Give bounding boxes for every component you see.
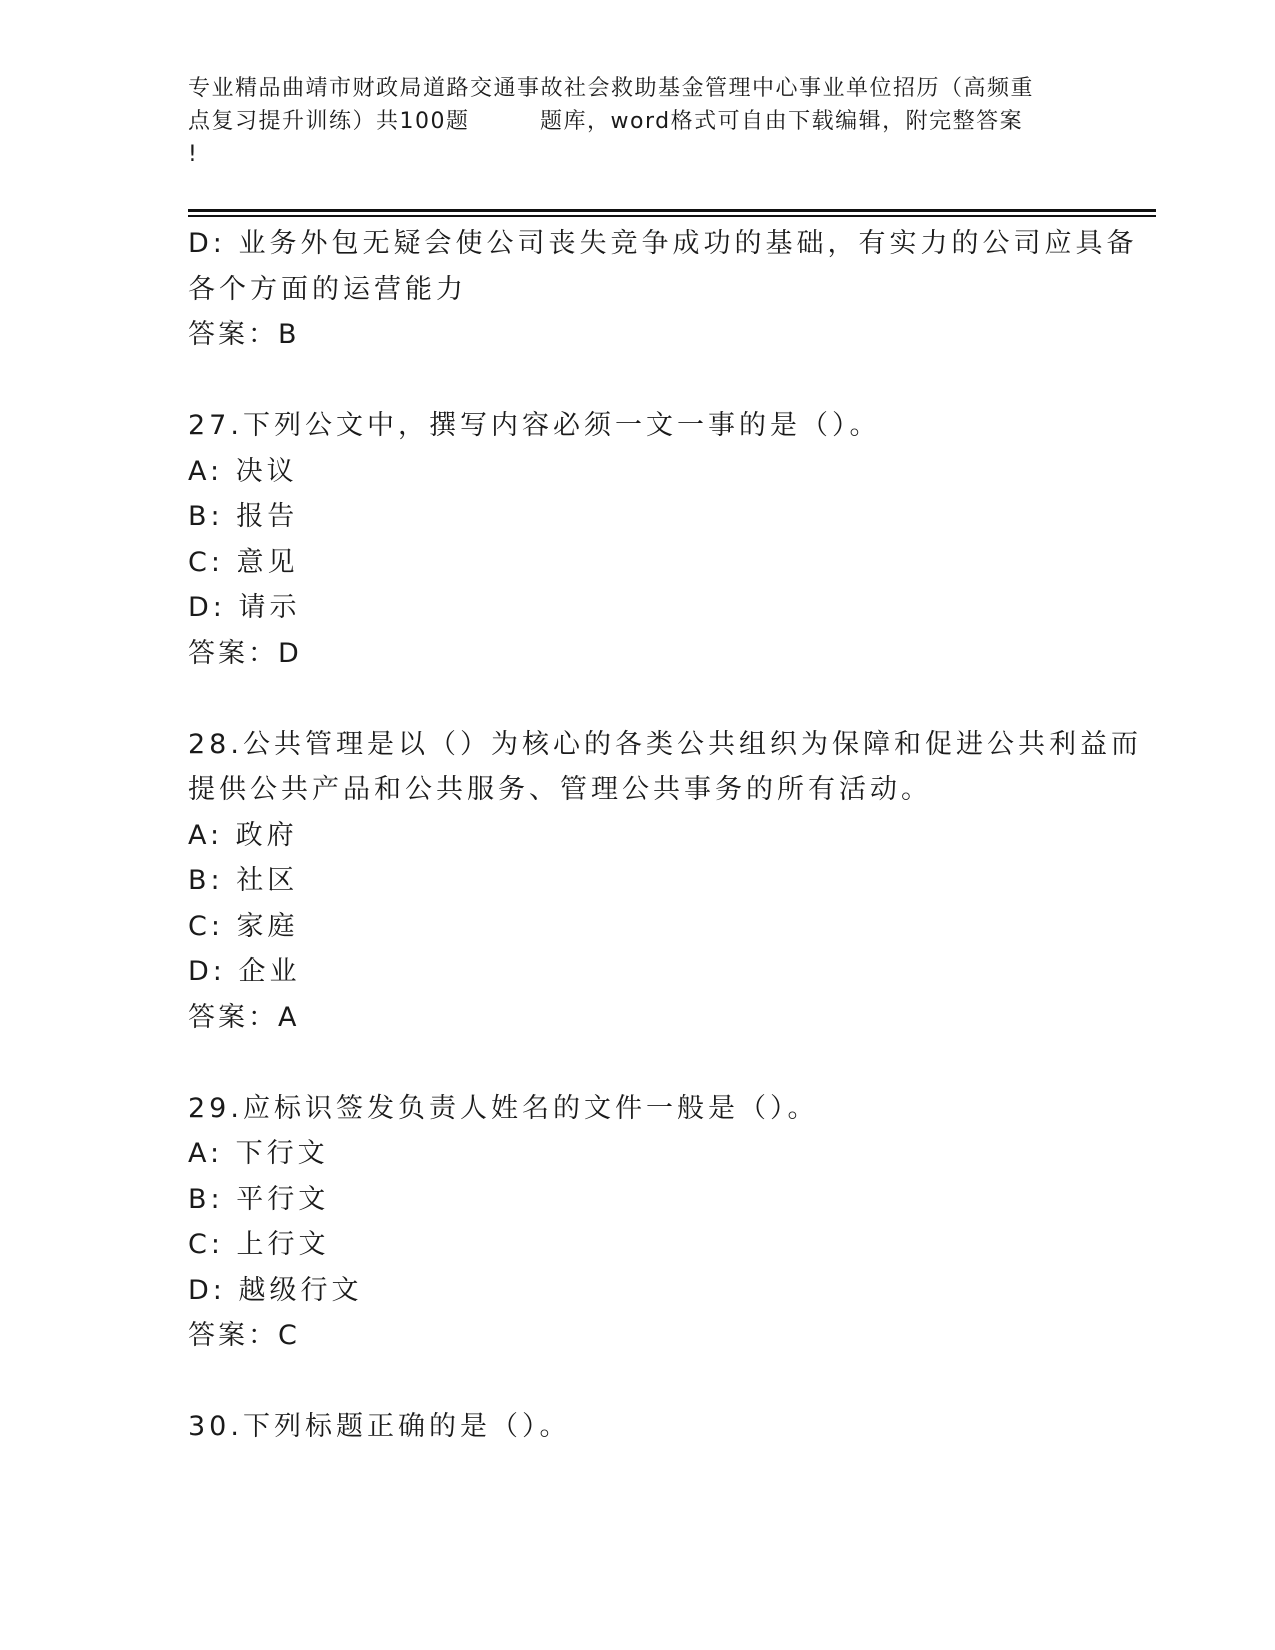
question-29-option-d: D: 越级行文 (188, 1274, 363, 1306)
header-title-line-1: 专业精品曲靖市财政局道路交通事故社会救助基金管理中心事业单位招历（高频重 (188, 76, 1035, 101)
question-29-stem: 29.应标识签发负责人姓名的文件一般是（）。 (188, 1092, 819, 1124)
header-divider-thick (188, 209, 1156, 212)
prev-option-d-line-1: D: 业务外包无疑会使公司丧失竞争成功的基础，有实力的公司应具备 (188, 228, 1138, 259)
question-27-option-b: B: 报告 (188, 501, 299, 532)
question-27-option-a: A: 决议 (188, 455, 298, 487)
header-title-line-3: ! (188, 142, 199, 167)
question-28-option-d: D: 企业 (188, 956, 301, 987)
question-29-answer: 答案：C (188, 1320, 300, 1351)
question-gap (188, 358, 1088, 404)
question-29-option-b: B: 平行文 (188, 1183, 330, 1215)
header-title-line-2: 点复习提升训练）共100题 题库，word格式可自由下载编辑，附完整答案 (188, 109, 1024, 134)
question-gap (188, 1359, 1088, 1405)
question-28-stem-line-2: 提供公共产品和公共服务、管理公共事务的所有活动。 (188, 774, 932, 805)
question-content (188, 221, 1142, 1450)
question-28-option-a: A: 政府 (188, 819, 298, 851)
question-28-stem-line-1: 28.公共管理是以（）为核心的各类公共组织为保障和促进公共利益而 (188, 728, 1142, 760)
question-28-option-c: C: 家庭 (188, 910, 299, 942)
question-gap (188, 1040, 1088, 1086)
prev-option-d-line-2: 各个方面的运营能力 (188, 273, 467, 305)
question-gap (188, 676, 1088, 722)
question-28-answer: 答案：A (188, 1001, 300, 1033)
prev-answer: 答案：B (188, 319, 300, 350)
question-27-option-d: D: 请示 (188, 592, 301, 623)
question-27-answer: 答案：D (188, 637, 302, 669)
question-29-option-c: C: 上行文 (188, 1229, 330, 1260)
header-divider-thin (188, 215, 1156, 217)
question-29-option-a: A: 下行文 (188, 1138, 329, 1169)
question-27-option-c: C: 意见 (188, 546, 299, 578)
question-27-stem: 27.下列公文中，撰写内容必须一文一事的是（）。 (188, 410, 881, 441)
question-30-stem: 30.下列标题正确的是（）。 (188, 1411, 571, 1442)
question-28-option-b: B: 社区 (188, 865, 299, 896)
document-header (188, 72, 1088, 171)
